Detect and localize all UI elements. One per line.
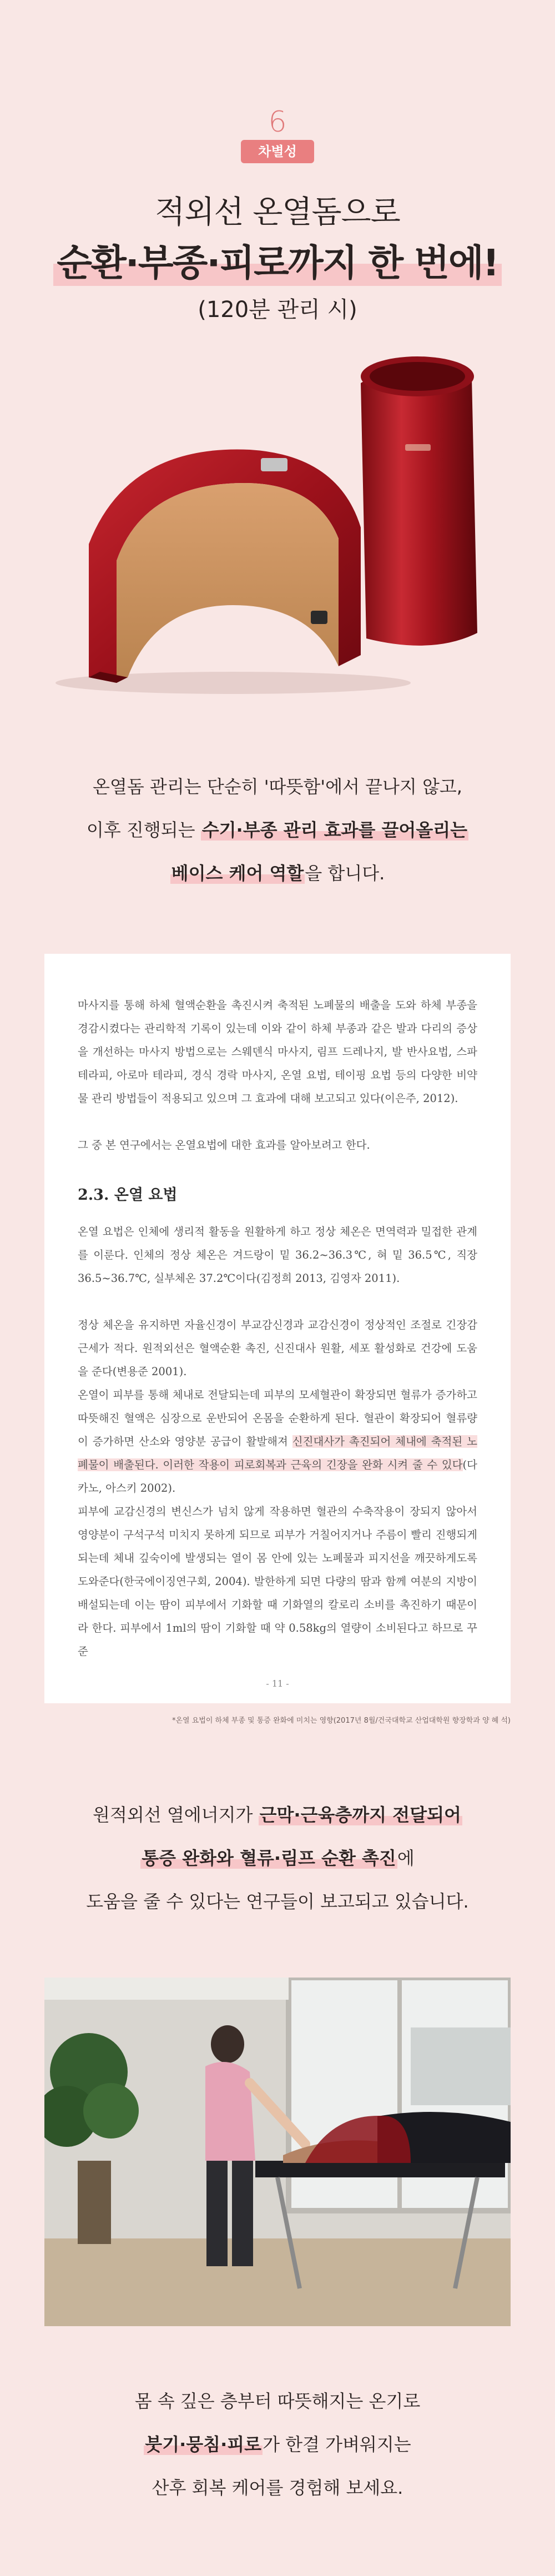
middle-highlight1: 근막·근육층까지 전달되어: [259, 1804, 461, 1825]
doc-paragraph-3: 온열 요법은 인체에 생리적 활동을 원활하게 하고 정상 체온은 면역력과 밀접한 관계를 이룬다. 인체의 정상 체온은 겨드랑이 밑 36.2~36.3℃, 혀 밑 36.5℃, 직장 36.5~36.7℃, 실부체온 37.2℃이다(김정희 2013, 김영자 2011).: [78, 1225, 477, 1285]
doc-paragraph-1: 마사지를 통해 하체 혈액순환을 촉진시켜 축적된 노폐물의 배출을 도와 하체 부종을 경감시켰다는 관리학적 기록이 있는데 이와 같이 하체 부종과 같은 발과 다리의 증상을 개선하는 마사지 방법으로는 스웨덴식 마사지, 림프 드레나지, 발 반사요법, 스파 테라피, 아로마 테라피, 경식 경락 마사지, 온열 요법, 테이핑 요법 등의 다양한 비약물 관리 방법들이 적용되고 있으며 그 효과에 대해 보고되고 있다(이은주, 2012).: [78, 999, 477, 1105]
page-title-line1: 적외선 온열돔으로: [155, 194, 400, 230]
outro-highlight: 붓기·뭉침·피로: [145, 2434, 262, 2455]
dome-unit: [89, 449, 361, 683]
doc-paragraph-6: 피부에 교감신경의 변신스가 넘치 않게 작용하면 혈관의 수축작용이 장되지 않아서 영양분이 구석구석 미치지 못하게 되므로 피부가 거칠어지거나 주름이 빨리 진행되게 되는데 체내 깊숙이에 발생되는 열이 몸 안에 있는 노폐물과 피지선을 깨끗하게도록 도와준다(한국에이징연구회, 2004). 발한하게 되면 다량의 땀과 함께 여분의 지방이 배설되는데 이는 땀이 피부에서 기화할 때 기화열의 칼로리 소비를 촉진하기 때문이라 한다. 피부에서 1ml의 땀이 기화할 때 약 0.58kg의 열량이 소비된다고 하므로 꾸준: [78, 1505, 477, 1658]
photo-svg: [44, 1978, 511, 2326]
middle-line3: 도움을 줄 수 있다는 연구들이 보고되고 있습니다.: [86, 1891, 469, 1912]
page-title-line2: 순환·부종·피로까지 한 번에!: [53, 233, 502, 286]
outro-paragraph: [0, 2379, 555, 2509]
middle-line1: 원적외선 열에너지가 근막·근육층까지 전달되어: [93, 1804, 461, 1825]
section-number: 6: [268, 105, 287, 139]
doc-page-number: - 11 -: [266, 1678, 289, 1689]
middle-paragraph: [0, 1793, 555, 1923]
cylinder-unit: [361, 356, 477, 646]
doc-paragraph-4: 정상 체온을 유지하면 자율신경이 부교감신경과 교감신경이 정상적인 조절로 긴장감 근세가 적다. 원적외선은 혈액순환 촉진, 신진대사 원활, 세포 활성화로 건강에 도움을 준다(변용준 2001).: [78, 1319, 477, 1378]
section-badge: 차별성: [241, 140, 314, 163]
outro-line2: 붓기·뭉침·피로가 한결 가벼워지는: [145, 2434, 411, 2455]
intro-highlight2: 베이스 케어 역할: [171, 863, 304, 884]
middle-line2: 통증 완화와 혈류·림프 순환 촉진에: [142, 1848, 415, 1869]
intro-highlight1: 수기·부종 관리 효과를 끌어올리는: [201, 819, 468, 841]
page-subtitle: (120분 관리 시): [198, 297, 357, 323]
intro-paragraph: [0, 765, 555, 895]
page-title-line2-wrap: [0, 233, 555, 286]
outro-line3: 산후 회복 케어를 경험해 보세요.: [152, 2477, 403, 2498]
massage-therapy-photo: [44, 1978, 511, 2326]
intro-line1: 온열돔 관리는 단순히 '따뜻함'에서 끝나지 않고,: [93, 776, 462, 797]
doc-paragraph-2: 그 중 본 연구에서는 온열요법에 대한 효과를 알아보려고 한다.: [78, 1139, 370, 1151]
intro-line3: 베이스 케어 역할을 합니다.: [171, 863, 385, 884]
doc-highlight: 신진대사가 촉진되어 체내에 축적된 노폐물이 배출된다. 이러한 작용이 피로회복과 근육의 긴장을 완화 시켜 줄 수 있다: [78, 1435, 478, 1471]
intro-line2: 이후 진행되는 수기·부종 관리 효과를 끌어올리는: [86, 819, 468, 841]
doc-paragraph-5: 온열이 피부를 통해 체내로 전달되는데 피부의 모세혈관이 확장되면 혈류가 증가하고 따뜻해진 혈액은 심장으로 운반되어 온몸을 순환하게 된다. 혈관이 확장되어 혈류량이 증가하면 산소와 영양분 공급이 활발해져 신진대사가 촉진되어 체내에 축적된 노폐물이 배출된다. 이러한 작용이 피로회복과 근육의 긴장을 완화 시켜 줄 수 있다(다카노, 아스키 2002).: [78, 1388, 478, 1495]
outro-line1: 몸 속 깊은 층부터 따뜻해지는 온기로: [134, 2391, 421, 2412]
source-caption: *온열 요법이 하체 부종 및 통증 완화에 미치는 영향(2017년 8월/건국대학교 산업대학원 향장학과 양 혜 석): [172, 1717, 511, 1725]
device-svg: [50, 344, 505, 700]
research-document-excerpt: [44, 954, 511, 1703]
doc-heading: 2.3. 온열 요법: [78, 1186, 178, 1204]
infrared-dome-device-illustration: [50, 344, 505, 700]
middle-highlight2: 통증 완화와 혈류·림프 순환 촉진: [142, 1848, 396, 1869]
